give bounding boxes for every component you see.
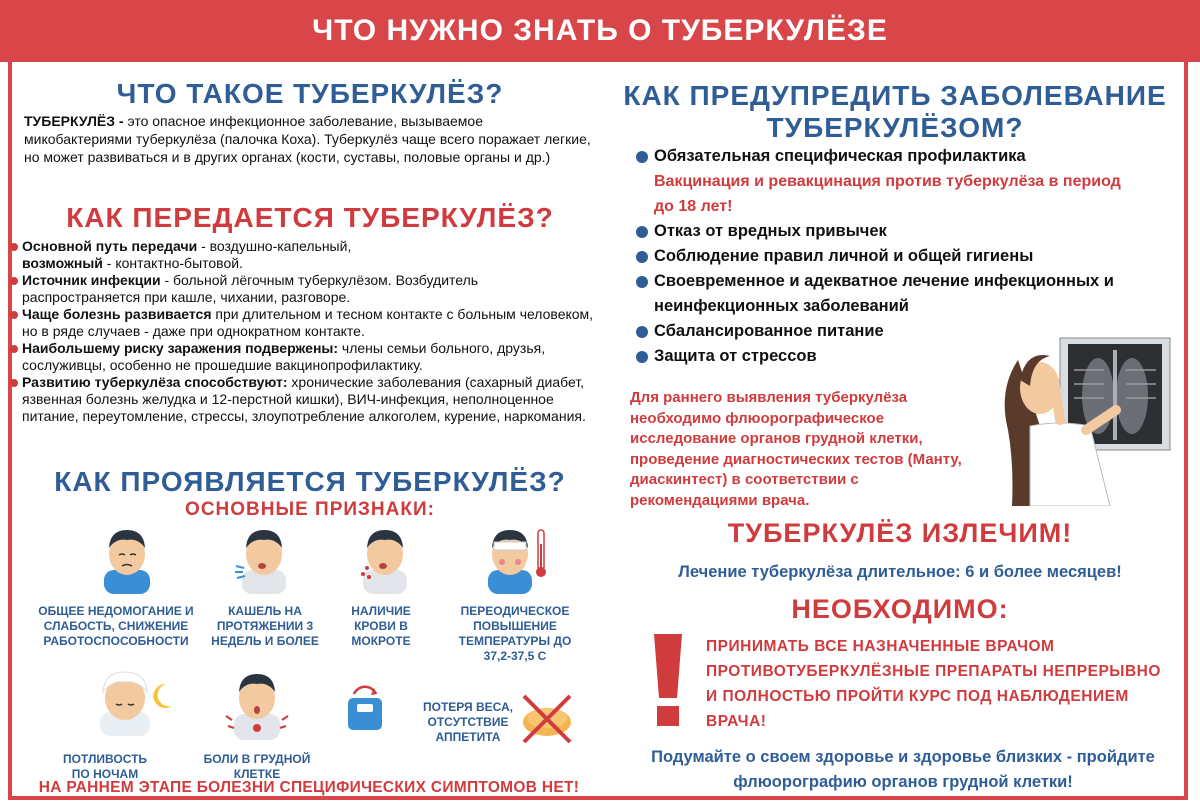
header-banner xyxy=(0,0,1200,62)
vaccination-note: Вакцинация и ревакцинация против туберкулёза в период до 18 лет! xyxy=(654,173,1121,215)
symptom-caption-weakness: ОБЩЕЕ НЕДОМОГАНИЕ И СЛАБОСТЬ, СНИЖЕНИЕ РАБОТОСПОСОБНОСТИ xyxy=(38,604,194,648)
early-detection-text: Для раннего выявления туберкулёза необходимо флюорографическое исследование органов грудной клетки, проведение диагностических тестов (Манту, диаскинтест) в соответствии с рекомендациями врача. xyxy=(630,389,962,509)
page-title: ЧТО НУЖНО ЗНАТЬ О ТУБЕРКУЛЁЗЕ xyxy=(312,14,888,47)
necessary-text: ПРИНИМАТЬ ВСЕ НАЗНАЧЕННЫЕ ВРАЧОМ ПРОТИВОТУБЕРКУЛЁЗНЫЕ ПРЕПАРАТЫ НЕПРЕРЫВНО И ПОЛНОСТЬЮ ПРОЙТИ КУРС ПОД НАБЛЮДЕНИЕМ ВРАЧА! xyxy=(706,638,1161,730)
transmission-heading: КАК ПЕРЕДАЕТСЯ ТУБЕРКУЛЁЗ? xyxy=(66,202,554,233)
night-sweats-icon xyxy=(96,666,176,736)
doctor-xray-illustration xyxy=(990,330,1182,506)
what-term: ТУБЕРКУЛЁЗ - xyxy=(24,113,124,129)
list-item: Соблюдение правил личной и общей гигиены xyxy=(634,244,1184,269)
symptoms-heading: КАК ПРОЯВЛЯЕТСЯ ТУБЕРКУЛЁЗ? xyxy=(54,466,566,497)
prevention-heading: КАК ПРЕДУПРЕДИТЬ ЗАБОЛЕВАНИЕ ТУБЕРКУЛЁЗОМ? xyxy=(623,80,1167,143)
list-item: Чаще болезнь развивается при длительном и тесном контакте с больным человеком, но в ряде случаев - даже при однократном контакте. xyxy=(8,306,596,340)
what-paragraph xyxy=(24,112,594,166)
list-item: Основной путь передачи - воздушно-капельный, возможный - контактно-бытовой. xyxy=(8,238,596,272)
list-item: Отказ от вредных привычек xyxy=(634,219,1184,244)
tired-person-icon xyxy=(98,522,156,594)
blood-cough-person-icon xyxy=(355,522,413,594)
transmission-list xyxy=(8,238,596,425)
exclamation-icon xyxy=(650,630,686,728)
symptom-caption-cough: КАШЕЛЬ НА ПРОТЯЖЕНИИ 3 НЕДЕЛЬ И БОЛЕЕ xyxy=(211,604,319,648)
symptom-caption-chest-pain: БОЛИ В ГРУДНОЙ КЛЕТКЕ xyxy=(203,752,311,781)
symptom-caption-weight: ПОТЕРЯ ВЕСА, ОТСУТСТВИЕ АППЕТИТА xyxy=(423,700,513,744)
curable-heading: ТУБЕРКУЛЁЗ ИЗЛЕЧИМ! xyxy=(727,518,1073,548)
coughing-person-icon xyxy=(232,522,290,594)
no-symptoms-warning: НА РАННЕМ ЭТАПЕ БОЛЕЗНИ СПЕЦИФИЧЕСКИХ СИМПТОМОВ НЕТ! xyxy=(38,779,580,796)
symptom-caption-fever: ПЕРЕОДИЧЕСКОЕ ПОВЫШЕНИЕ ТЕМПЕРАТУРЫ ДО 37,2-37,5 С xyxy=(458,604,572,663)
fever-person-icon xyxy=(484,522,554,594)
treatment-duration: Лечение туберкулёза длительное: 6 и более месяцев! xyxy=(678,563,1122,581)
symptom-caption-blood: НАЛИЧИЕ КРОВИ В МОКРОТЕ xyxy=(351,604,411,648)
necessary-heading: НЕОБХОДИМО: xyxy=(791,594,1009,624)
scale-icon xyxy=(344,684,386,732)
list-item: Обязательная специфическая профилактика xyxy=(634,144,1184,169)
chest-pain-person-icon xyxy=(222,668,294,740)
list-item: Наибольшему риску заражения подвержены: члены семьи больного, друзья, сослуживцы, особенно не прошедшие вакцинопрофилактику. xyxy=(8,340,596,374)
final-appeal: Подумайте о своем здоровье и здоровье близких - пройдите флюорографию органов грудной клетки! xyxy=(651,748,1155,791)
symptoms-subheading: ОСНОВНЫЕ ПРИЗНАКИ: xyxy=(185,499,435,520)
list-item: Своевременное и адекватное лечение инфекционных и неинфекционных заболеваний xyxy=(634,269,1184,319)
what-heading: ЧТО ТАКОЕ ТУБЕРКУЛЁЗ? xyxy=(116,78,504,109)
list-item: Источник инфекции - больной лёгочным туберкулёзом. Возбудитель распространяется при кашле, чихании, разговоре. xyxy=(8,272,596,306)
no-food-icon xyxy=(518,690,576,748)
list-item: Развитию туберкулёза способствуют: хронические заболевания (сахарный диабет, язвенная болезнь желудка и 12-перстной кишки), ВИЧ-инфекция, неполноценное питание, переутомление, стрессы, злоупотребление алкоголем, курение, наркомания. xyxy=(8,374,596,425)
symptom-caption-sweating: ПОТЛИВОСТЬ ПО НОЧАМ xyxy=(62,752,148,781)
list-item: Защита от стрессов xyxy=(634,344,1184,369)
list-item: Сбалансированное питание xyxy=(634,319,1184,344)
what-text: это опасное инфекционное заболевание, вызываемое микобактериями туберкулёза (палочка Коха). Туберкулёз чаще всего поражает легкие, но может развиваться и в других органах (кости, суставы, половые органы и др.) xyxy=(24,113,591,165)
